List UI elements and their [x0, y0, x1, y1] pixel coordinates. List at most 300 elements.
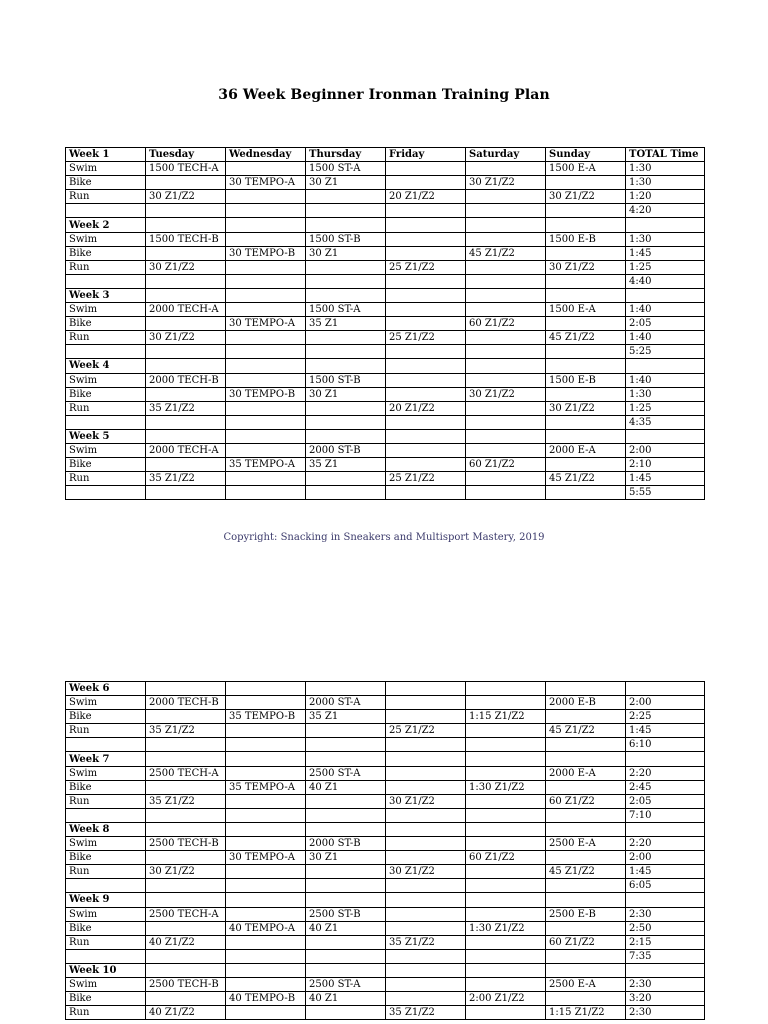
table-cell	[306, 331, 386, 345]
table-cell	[306, 752, 386, 766]
table-cell	[146, 738, 226, 752]
table-cell: Week 3	[66, 288, 146, 302]
table-cell	[226, 879, 306, 893]
table-row	[66, 822, 705, 836]
table-cell: 40 Z1/Z2	[146, 935, 226, 949]
table-cell	[386, 696, 466, 710]
table-cell	[226, 359, 306, 373]
table-cell: 35 Z1	[306, 458, 386, 472]
table-cell: 20 Z1/Z2	[386, 190, 466, 204]
table-cell: 2500 ST-A	[306, 766, 386, 780]
table-cell	[386, 218, 466, 232]
table-cell: Week 7	[66, 752, 146, 766]
table-row	[66, 472, 705, 486]
table-cell	[146, 710, 226, 724]
table-cell: 2500 TECH-B	[146, 837, 226, 851]
table-cell: 40 TEMPO-B	[226, 992, 306, 1006]
table-cell: 1:45	[626, 865, 705, 879]
table-cell	[546, 415, 626, 429]
table-cell	[226, 232, 306, 246]
table-cell	[466, 682, 546, 696]
table-cell	[386, 752, 466, 766]
table-cell	[546, 808, 626, 822]
table-cell	[546, 486, 626, 500]
table-row	[66, 443, 705, 457]
table-cell	[226, 808, 306, 822]
table-cell: 30 Z1/Z2	[466, 176, 546, 190]
table-cell: 1:30	[626, 162, 705, 176]
table-cell	[466, 359, 546, 373]
table-cell	[306, 682, 386, 696]
table-cell: 1500 TECH-A	[146, 162, 226, 176]
table-cell	[226, 443, 306, 457]
table-row	[66, 218, 705, 232]
table-row	[66, 992, 705, 1006]
header-cell: Friday	[386, 148, 466, 162]
table-cell	[146, 176, 226, 190]
table-cell	[386, 345, 466, 359]
table-cell	[386, 274, 466, 288]
table-cell: 20 Z1/Z2	[386, 401, 466, 415]
table-cell: 45 Z1/Z2	[546, 865, 626, 879]
table-cell	[386, 822, 466, 836]
table-cell: Run	[66, 794, 146, 808]
table-cell: 2000 ST-B	[306, 443, 386, 457]
table-cell: 30 TEMPO-A	[226, 317, 306, 331]
table-cell	[546, 949, 626, 963]
table-row	[66, 921, 705, 935]
table-cell	[146, 429, 226, 443]
table-cell: 2:20	[626, 766, 705, 780]
table-cell: 30 Z1	[306, 387, 386, 401]
table-cell	[386, 977, 466, 991]
table-row	[66, 246, 705, 260]
table-cell	[386, 710, 466, 724]
table-cell	[146, 879, 226, 893]
table-cell: 60 Z1/Z2	[546, 935, 626, 949]
table-row	[66, 949, 705, 963]
table-cell	[226, 696, 306, 710]
table-cell	[146, 415, 226, 429]
table-cell	[466, 162, 546, 176]
table-cell: Run	[66, 331, 146, 345]
table-cell	[306, 738, 386, 752]
table-cell	[546, 218, 626, 232]
table-row	[66, 865, 705, 879]
table-cell	[466, 415, 546, 429]
table-cell: 25 Z1/Z2	[386, 472, 466, 486]
table-cell	[626, 288, 705, 302]
table-cell	[306, 935, 386, 949]
table-cell: 2000 E-A	[546, 766, 626, 780]
table-cell	[226, 260, 306, 274]
table-cell: Week 6	[66, 682, 146, 696]
table-row	[66, 794, 705, 808]
table-cell: 2:05	[626, 317, 705, 331]
table-cell: 2:45	[626, 780, 705, 794]
table-cell	[386, 682, 466, 696]
table-cell: 2000 TECH-B	[146, 696, 226, 710]
table-cell	[466, 331, 546, 345]
table-cell	[546, 204, 626, 218]
table-row	[66, 486, 705, 500]
table-cell: 2500 TECH-A	[146, 766, 226, 780]
table-cell	[66, 808, 146, 822]
table-cell	[146, 387, 226, 401]
table-row	[66, 893, 705, 907]
table-cell	[226, 401, 306, 415]
table-cell	[386, 766, 466, 780]
table-row	[66, 879, 705, 893]
table-cell: Bike	[66, 921, 146, 935]
table-cell: Bike	[66, 458, 146, 472]
table-cell	[466, 879, 546, 893]
table-cell	[386, 907, 466, 921]
table-cell: 35 Z1/Z2	[386, 1006, 466, 1020]
table-cell	[226, 837, 306, 851]
table-cell: 1:15 Z1/Z2	[546, 1006, 626, 1020]
table-cell	[386, 415, 466, 429]
table-row	[66, 738, 705, 752]
table-cell: Bike	[66, 246, 146, 260]
table-row	[66, 415, 705, 429]
table-cell	[226, 162, 306, 176]
table-cell	[466, 260, 546, 274]
table-cell	[226, 794, 306, 808]
table-cell: Swim	[66, 837, 146, 851]
table-header-row	[66, 148, 705, 162]
table-cell: Bike	[66, 710, 146, 724]
table-cell	[626, 822, 705, 836]
table-cell	[466, 949, 546, 963]
table-cell: 60 Z1/Z2	[466, 317, 546, 331]
table-cell	[226, 766, 306, 780]
table-cell: Week 5	[66, 429, 146, 443]
table-cell	[386, 387, 466, 401]
table-cell: 1:25	[626, 260, 705, 274]
table-cell: 30 TEMPO-B	[226, 246, 306, 260]
table-cell: 45 Z1/Z2	[546, 331, 626, 345]
table-cell	[226, 724, 306, 738]
table-cell: 25 Z1/Z2	[386, 331, 466, 345]
header-cell: Sunday	[546, 148, 626, 162]
table-cell: 40 Z1	[306, 992, 386, 1006]
table-cell	[466, 752, 546, 766]
table-row	[66, 345, 705, 359]
table-cell	[546, 780, 626, 794]
table-cell: 7:35	[626, 949, 705, 963]
table-cell	[306, 190, 386, 204]
table-cell	[66, 738, 146, 752]
table-cell: 2500 TECH-A	[146, 907, 226, 921]
table-cell	[146, 246, 226, 260]
table-cell	[306, 274, 386, 288]
table-cell: 45 Z1/Z2	[546, 724, 626, 738]
table-cell	[626, 963, 705, 977]
table-cell	[546, 893, 626, 907]
table-cell	[306, 879, 386, 893]
table-row	[66, 176, 705, 190]
table-cell: Swim	[66, 373, 146, 387]
copyright-note: Copyright: Snacking in Sneakers and Multisport Mastery, 2019	[223, 532, 545, 543]
table-cell	[226, 865, 306, 879]
table-cell	[306, 429, 386, 443]
table-cell	[226, 752, 306, 766]
table-cell	[226, 682, 306, 696]
table-cell: 40 TEMPO-A	[226, 921, 306, 935]
table-row	[66, 963, 705, 977]
training-plan-table-weeks-1-5	[65, 147, 705, 500]
table-cell	[466, 443, 546, 457]
table-cell	[306, 724, 386, 738]
table-cell: 1:25	[626, 401, 705, 415]
table-cell	[146, 992, 226, 1006]
table-cell	[466, 766, 546, 780]
table-cell: 7:10	[626, 808, 705, 822]
header-cell: Thursday	[306, 148, 386, 162]
table-cell	[466, 1006, 546, 1020]
table-cell: 2500 E-A	[546, 977, 626, 991]
table-cell	[146, 359, 226, 373]
table-cell	[146, 288, 226, 302]
table-row	[66, 808, 705, 822]
table-cell: Swim	[66, 766, 146, 780]
page-title: 36 Week Beginner Ironman Training Plan	[218, 87, 550, 103]
table-cell	[306, 345, 386, 359]
table-cell	[146, 317, 226, 331]
table-cell: Run	[66, 472, 146, 486]
table-cell: 1:15 Z1/Z2	[466, 710, 546, 724]
table-cell	[386, 458, 466, 472]
table-cell: 30 Z1/Z2	[386, 794, 466, 808]
table-cell: 4:40	[626, 274, 705, 288]
table-cell: 1500 E-A	[546, 162, 626, 176]
table-cell: Week 4	[66, 359, 146, 373]
table-cell	[466, 190, 546, 204]
table-row	[66, 190, 705, 204]
table-cell	[66, 345, 146, 359]
table-cell	[386, 204, 466, 218]
table-cell: 25 Z1/Z2	[386, 260, 466, 274]
table-cell	[146, 458, 226, 472]
table-row	[66, 331, 705, 345]
table-cell	[546, 682, 626, 696]
table-cell: 4:20	[626, 204, 705, 218]
table-cell: 35 Z1/Z2	[146, 724, 226, 738]
table-cell	[386, 359, 466, 373]
table-cell	[386, 288, 466, 302]
table-cell: 1:30	[626, 232, 705, 246]
table-cell	[546, 317, 626, 331]
table-cell	[226, 893, 306, 907]
table-cell: 35 Z1/Z2	[146, 794, 226, 808]
table-row	[66, 837, 705, 851]
table-cell: 30 Z1/Z2	[546, 401, 626, 415]
table-cell: 60 Z1/Z2	[466, 458, 546, 472]
table-cell	[466, 963, 546, 977]
table-cell	[466, 837, 546, 851]
table-cell: 30 Z1/Z2	[146, 190, 226, 204]
table-cell: 6:05	[626, 879, 705, 893]
table-cell: 1:40	[626, 331, 705, 345]
table-cell: 2000 TECH-B	[146, 373, 226, 387]
table-cell	[546, 879, 626, 893]
table-cell: 2000 ST-B	[306, 837, 386, 851]
table-cell	[306, 949, 386, 963]
table-cell	[66, 415, 146, 429]
table-cell	[226, 415, 306, 429]
table-cell	[146, 780, 226, 794]
table-cell	[626, 893, 705, 907]
table-cell	[226, 486, 306, 500]
table-cell: 2000 TECH-A	[146, 303, 226, 317]
table-cell	[546, 458, 626, 472]
table-cell: Swim	[66, 162, 146, 176]
table-cell: 1:30 Z1/Z2	[466, 780, 546, 794]
table-cell: 1500 ST-A	[306, 162, 386, 176]
table-cell: 2500 TECH-B	[146, 977, 226, 991]
table-cell: 40 Z1	[306, 780, 386, 794]
table-row	[66, 401, 705, 415]
table-cell: 35 TEMPO-A	[226, 780, 306, 794]
table-cell	[466, 794, 546, 808]
table-cell	[546, 274, 626, 288]
table-row	[66, 907, 705, 921]
table-cell: 2000 ST-A	[306, 696, 386, 710]
table-cell	[226, 331, 306, 345]
table-cell	[546, 822, 626, 836]
table-cell	[466, 429, 546, 443]
table-cell	[386, 232, 466, 246]
table-cell: Run	[66, 190, 146, 204]
table-row	[66, 935, 705, 949]
table-cell	[626, 752, 705, 766]
table-cell: 2:30	[626, 907, 705, 921]
table-cell	[226, 274, 306, 288]
table-cell	[226, 288, 306, 302]
table-cell	[306, 288, 386, 302]
table-row	[66, 696, 705, 710]
header-cell: TOTAL Time	[626, 148, 705, 162]
table-cell	[386, 373, 466, 387]
table-cell: Swim	[66, 443, 146, 457]
table-cell: 2:05	[626, 794, 705, 808]
table-cell: 2000 E-A	[546, 443, 626, 457]
table-cell	[546, 992, 626, 1006]
table-cell: 35 TEMPO-A	[226, 458, 306, 472]
table-cell	[546, 710, 626, 724]
table-cell	[626, 682, 705, 696]
table-cell: Bike	[66, 992, 146, 1006]
table-cell	[146, 345, 226, 359]
table-cell	[226, 190, 306, 204]
table-cell: 2500 E-B	[546, 907, 626, 921]
table-cell: Week 2	[66, 218, 146, 232]
header-cell: Tuesday	[146, 148, 226, 162]
table-cell	[626, 429, 705, 443]
table-row	[66, 387, 705, 401]
table-row	[66, 260, 705, 274]
table-row	[66, 977, 705, 991]
header-cell: Wednesday	[226, 148, 306, 162]
table-cell	[66, 486, 146, 500]
table-cell: Run	[66, 1006, 146, 1020]
table-cell: 60 Z1/Z2	[546, 794, 626, 808]
table-cell: 1:30 Z1/Z2	[466, 921, 546, 935]
table-cell: 4:35	[626, 415, 705, 429]
table-cell	[466, 232, 546, 246]
table-cell: 30 TEMPO-A	[226, 176, 306, 190]
table-cell: 30 Z1	[306, 176, 386, 190]
table-cell	[466, 893, 546, 907]
table-cell	[466, 401, 546, 415]
table-cell	[386, 893, 466, 907]
table-cell	[306, 415, 386, 429]
table-cell: Swim	[66, 696, 146, 710]
table-cell	[386, 992, 466, 1006]
table-cell: 30 Z1/Z2	[146, 260, 226, 274]
table-row	[66, 752, 705, 766]
table-cell	[226, 822, 306, 836]
table-cell	[226, 935, 306, 949]
table-cell	[466, 865, 546, 879]
table-cell: Run	[66, 935, 146, 949]
table-cell	[146, 949, 226, 963]
table-cell	[306, 963, 386, 977]
table-cell	[306, 808, 386, 822]
table-cell: Bike	[66, 317, 146, 331]
table-cell: 30 Z1/Z2	[146, 331, 226, 345]
table-cell	[306, 865, 386, 879]
table-cell: 1500 E-A	[546, 303, 626, 317]
table-cell	[146, 486, 226, 500]
table-cell	[146, 752, 226, 766]
table-cell: 2:30	[626, 1006, 705, 1020]
table-cell: 30 Z1	[306, 851, 386, 865]
training-plan-table-weeks-6-10	[65, 681, 705, 1020]
table-cell	[466, 274, 546, 288]
table-cell: 2500 ST-B	[306, 907, 386, 921]
table-cell	[626, 218, 705, 232]
table-row	[66, 162, 705, 176]
table-cell: 1:40	[626, 373, 705, 387]
table-cell: 35 Z1	[306, 710, 386, 724]
header-cell: Week 1	[66, 148, 146, 162]
table-row	[66, 373, 705, 387]
header-cell: Saturday	[466, 148, 546, 162]
table-cell	[546, 345, 626, 359]
table-cell	[146, 204, 226, 218]
table-cell: 30 Z1	[306, 246, 386, 260]
table-cell: Swim	[66, 907, 146, 921]
table-cell	[466, 204, 546, 218]
table-cell	[386, 429, 466, 443]
table-cell	[466, 977, 546, 991]
table-cell	[546, 176, 626, 190]
table-cell: 2500 E-A	[546, 837, 626, 851]
table-row	[66, 766, 705, 780]
table-cell	[466, 218, 546, 232]
table-cell: 40 Z1	[306, 921, 386, 935]
table-row	[66, 710, 705, 724]
table-cell	[546, 921, 626, 935]
table-cell: Week 10	[66, 963, 146, 977]
table-cell: 2000 E-B	[546, 696, 626, 710]
table-cell: 60 Z1/Z2	[466, 851, 546, 865]
table-row	[66, 724, 705, 738]
table-row	[66, 359, 705, 373]
table-cell	[226, 429, 306, 443]
